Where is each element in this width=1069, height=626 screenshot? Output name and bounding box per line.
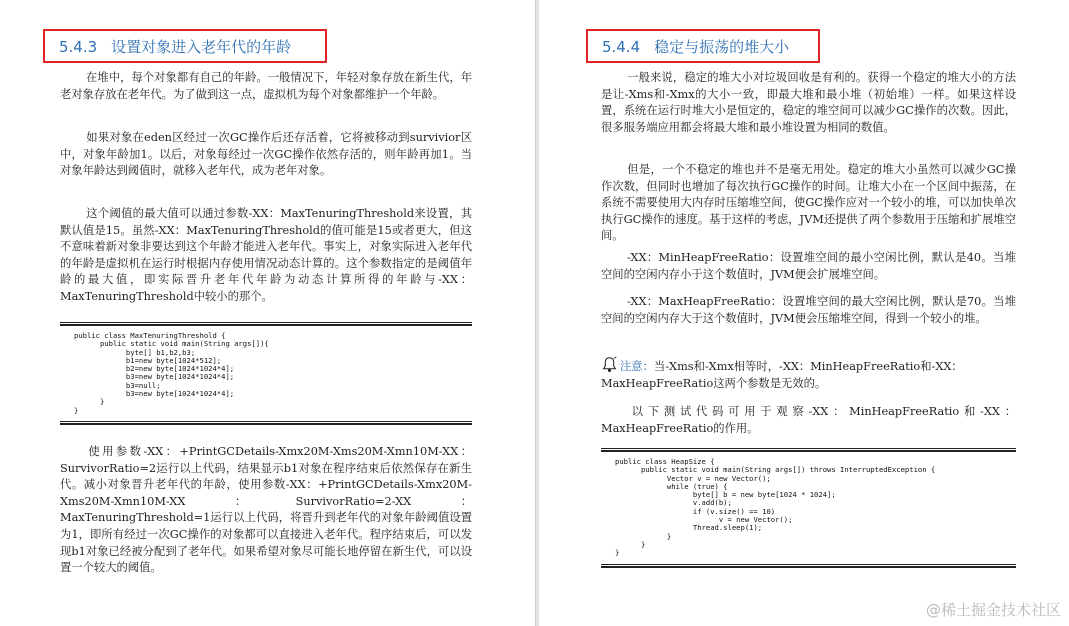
section-heading-left-text <box>59 36 291 57</box>
section-title-left: 设置对象进入老年代的年龄 <box>111 37 292 56</box>
right-paragraph-5: 以下测试代码可用于观察-XX：MinHeapFreeRatio和-XX：MaxHeapFreeRatio的作用。 <box>601 405 1016 435</box>
right-paragraph-1: 一般来说，稳定的堆大小对垃圾回收是有利的。获得一个稳定的堆大小的方法是让-Xms和-Xmx的大小一致，即最大堆和最小堆（初始堆）一样。如果这样设置，系统在运行时堆大小是恒定的，稳定的堆空间可以减少GC操作的次数。因此，很多服务端应用都会将最大堆和最小堆设置为相同的数值。 <box>601 71 1016 134</box>
right-paragraph-4: -XX：MaxHeapFreeRatio：设置堆空间的最大空闲比例，默认是70。当堆空间的空闲内存大于这个数值时，JVM便会压缩堆空间，得到一个较小的堆。 <box>601 295 1016 325</box>
left-code-block <box>60 322 472 425</box>
left-paragraph-4: 使用参数-XX：+PrintGCDetails-Xmx20M-Xms20M-Xmn10M-XX：SurvivorRatio=2运行以上代码，结果显示b1对象在程序结束后依然保存在新生代。减小对象晋升老年代的年龄，使用参数-XX：+PrintGCDetails-Xmx20M-Xms20M-Xmn10M-XX：SurvivorRatio=2-XX：MaxTenuringThreshold=1运行以上代码，将晋升到老年代的对象年龄阈值设置为1，即所有经过一次GC操作的对象都可以直接进入老年代。程序结束后，可以发现b1对象已经被分配到了老年代。如果希望对象尽可能长地停留在新生代，可以设置一个较大的阈值。 <box>60 445 472 575</box>
section-heading-right-text <box>602 36 789 57</box>
right-code-text: public class HeapSize { public static void main(String args[]) throws InterruptedException { Vector v = new Vector(); while (true) { byte[] b = new byte[1024 * 1024]; v.add(b); if (v.size() == 10) v = new Vector(); Thread.sleep(1); } } } <box>615 457 936 558</box>
right-page <box>539 0 1069 626</box>
left-paragraph-1: 在堆中，每个对象都有自己的年龄。一般情况下，年轻对象存放在新生代，年老对象存放在老年代。为了做到这一点，虚拟机为每个对象都维护一个年龄。 <box>60 71 472 101</box>
right-code-block <box>601 448 1016 568</box>
section-heading-right <box>586 29 820 63</box>
left-paragraph-3: 这个阈值的最大值可以通过参数-XX：MaxTenuringThreshold来设置，其默认值是15。虽然-XX：MaxTenuringThreshold的值可能是15或者更大，但这不意味着新对象非要达到这个年龄才能进入老年代。事实上，对象实际进入老年代的年龄是虚拟机在运行时根据内存使用情况动态计算的。这个参数指定的是阈值年龄的最大值，即实际晋升老年代年龄为动态计算所得的年龄与-XX：MaxTenuringThreshold中较小的那个。 <box>60 207 472 303</box>
right-paragraph-3: -XX：MinHeapFreeRatio：设置堆空间的最小空闲比例，默认是40。当堆空间的空闲内存小于这个数值时，JVM便会扩展堆空间。 <box>601 251 1016 281</box>
note-text: 当-Xms和-Xmx相等时，-XX：MinHeapFreeRatio和-XX：MaxHeapFreeRatio这两个参数是无效的。 <box>601 360 963 390</box>
code-bottom-rule <box>601 564 1016 568</box>
section-number-right: 5.4.4 <box>602 37 641 56</box>
section-number-left: 5.4.3 <box>59 37 98 56</box>
code-bottom-rule <box>60 421 472 425</box>
left-paragraph-2: 如果对象在eden区经过一次GC操作后还存活着，它将被移动到survivior区中，对象年龄加1。以后，对象每经过一次GC操作依然存活的，则年龄再加1。当对象年龄达到阈值时，就移入老年代，成为老年对象。 <box>60 131 472 178</box>
right-paragraph-2: 但是，一个不稳定的堆也并不是毫无用处。稳定的堆大小虽然可以减少GC操作次数，但同时也增加了每次执行GC操作的时间。让堆大小在一个区间中振荡，在系统不需要使用大内存时压缩堆空间，使GC操作应对一个较小的堆，可以加快单次执行GC操作的速度。基于这样的考虑，JVM还提供了两个参数用于压缩和扩展堆空间。 <box>601 163 1016 243</box>
left-code-text: public class MaxTenuringThreshold { public static void main(String args[]){ byte[] b1,b2,b3; b1=new byte[1024*512]; b2=new byte[1024*1024*4]; b3=new byte[1024*1024*4]; b3=null; b3=new byte[1024*1024*4]; } } <box>74 331 269 415</box>
note-paragraph <box>601 356 1016 392</box>
bell-icon <box>601 356 618 373</box>
section-title-right: 稳定与振荡的堆大小 <box>654 37 790 56</box>
note-label: 注意： <box>620 360 654 373</box>
section-heading-left <box>43 29 327 63</box>
watermark: @稀土掘金技术社区 <box>925 601 1061 619</box>
